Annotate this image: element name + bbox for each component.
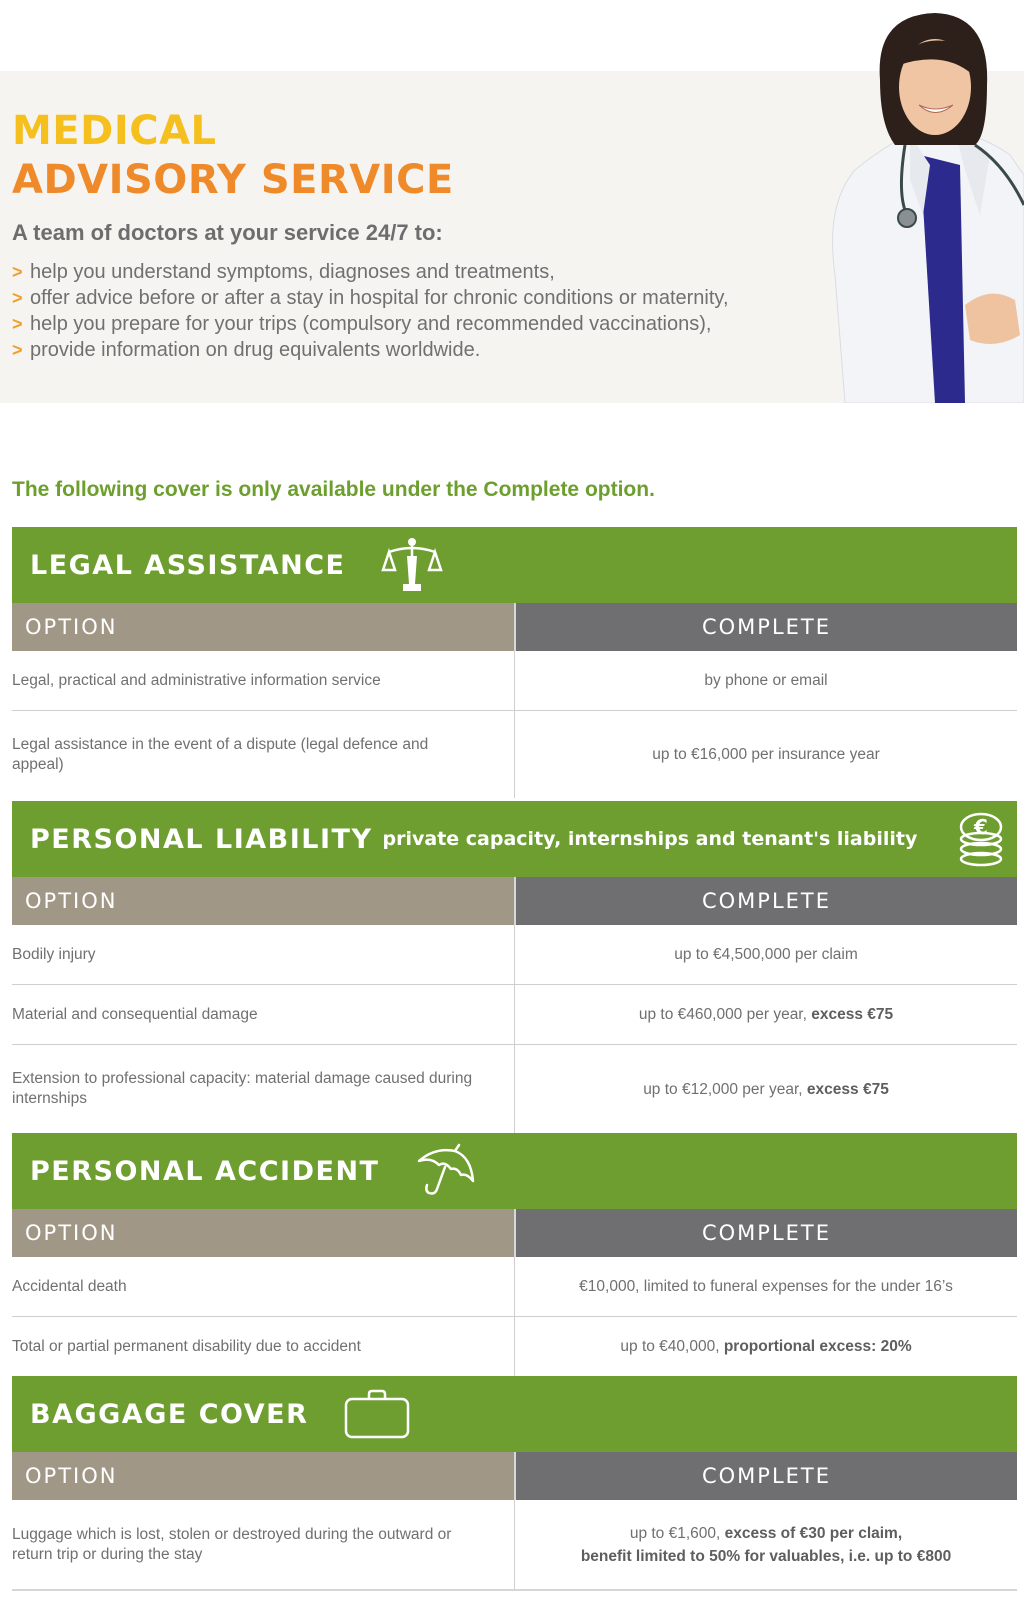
column-header-row (12, 1452, 1017, 1500)
umbrella-icon (415, 1143, 477, 1199)
doctor-photo (815, 5, 1024, 403)
table-row: Legal assistance in the event of a dispute (legal defence and appeal) up to €16,000 per insurance year (12, 711, 1017, 799)
title-advisory-service: ADVISORY SERVICE (12, 157, 454, 203)
section-personal-accident (12, 1133, 1017, 1377)
section-title: PERSONAL LIABILITY (30, 823, 373, 855)
section-title: BAGGAGE COVER (30, 1398, 309, 1430)
service-bullet-list (12, 259, 729, 363)
column-header-row (12, 877, 1017, 925)
bullet-item: > provide information on drug equivalents worldwide. (12, 339, 481, 361)
title-medical: MEDICAL (12, 108, 217, 154)
column-option: OPTION (12, 603, 514, 651)
bullet-item: > help you understand symptoms, diagnoses and treatments, (12, 261, 555, 283)
section-header (12, 801, 1017, 877)
euro-coins-icon (953, 811, 1009, 867)
section-title: PERSONAL ACCIDENT (30, 1155, 380, 1187)
column-option: OPTION (12, 877, 514, 925)
column-complete: COMPLETE (514, 1209, 1017, 1257)
column-complete: COMPLETE (514, 603, 1017, 651)
section-baggage-cover (12, 1376, 1017, 1591)
table-row: Material and consequential damage up to €460,000 per year, excess €75 (12, 985, 1017, 1045)
column-option: OPTION (12, 1452, 514, 1500)
chevron-right-icon: > (12, 262, 23, 282)
section-personal-liability (12, 801, 1017, 1134)
section-header (12, 1376, 1017, 1452)
column-header-row (12, 1209, 1017, 1257)
column-complete: COMPLETE (514, 877, 1017, 925)
section-header (12, 527, 1017, 603)
hero-subtitle: A team of doctors at your service 24/7 to: (12, 220, 443, 245)
complete-option-note: The following cover is only available under the Complete option. (12, 478, 655, 501)
table-row: Bodily injury up to €4,500,000 per claim (12, 925, 1017, 985)
chevron-right-icon: > (12, 314, 23, 334)
table-row: Luggage which is lost, stolen or destroyed during the outward or return trip or during the stay up to €1,600, excess of €30 per claim, benefit limited to 50% for valuables, i.e. up to €800 (12, 1500, 1017, 1591)
table-row: Legal, practical and administrative information service by phone or email (12, 651, 1017, 711)
suitcase-icon (344, 1389, 410, 1439)
scales-icon (381, 536, 443, 594)
column-header-row (12, 603, 1017, 651)
column-complete: COMPLETE (514, 1452, 1017, 1500)
chevron-right-icon: > (12, 288, 23, 308)
table-row: Total or partial permanent disability due to accident up to €40,000, proportional excess: 20% (12, 1317, 1017, 1377)
bullet-item: > help you prepare for your trips (compulsory and recommended vaccinations), (12, 313, 712, 335)
bullet-item: > offer advice before or after a stay in hospital for chronic conditions or maternity, (12, 287, 729, 309)
column-option: OPTION (12, 1209, 514, 1257)
section-title: LEGAL ASSISTANCE (30, 549, 346, 581)
section-legal-assistance (12, 527, 1017, 799)
table-row: Extension to professional capacity: material damage caused during internships up to €12,000 per year, excess €75 (12, 1045, 1017, 1134)
table-row: Accidental death €10,000, limited to funeral expenses for the under 16’s (12, 1257, 1017, 1317)
section-header (12, 1133, 1017, 1209)
chevron-right-icon: > (12, 340, 23, 360)
svg-text:€: € (974, 815, 989, 839)
section-subtitle: private capacity, internships and tenant's liability (382, 828, 918, 850)
